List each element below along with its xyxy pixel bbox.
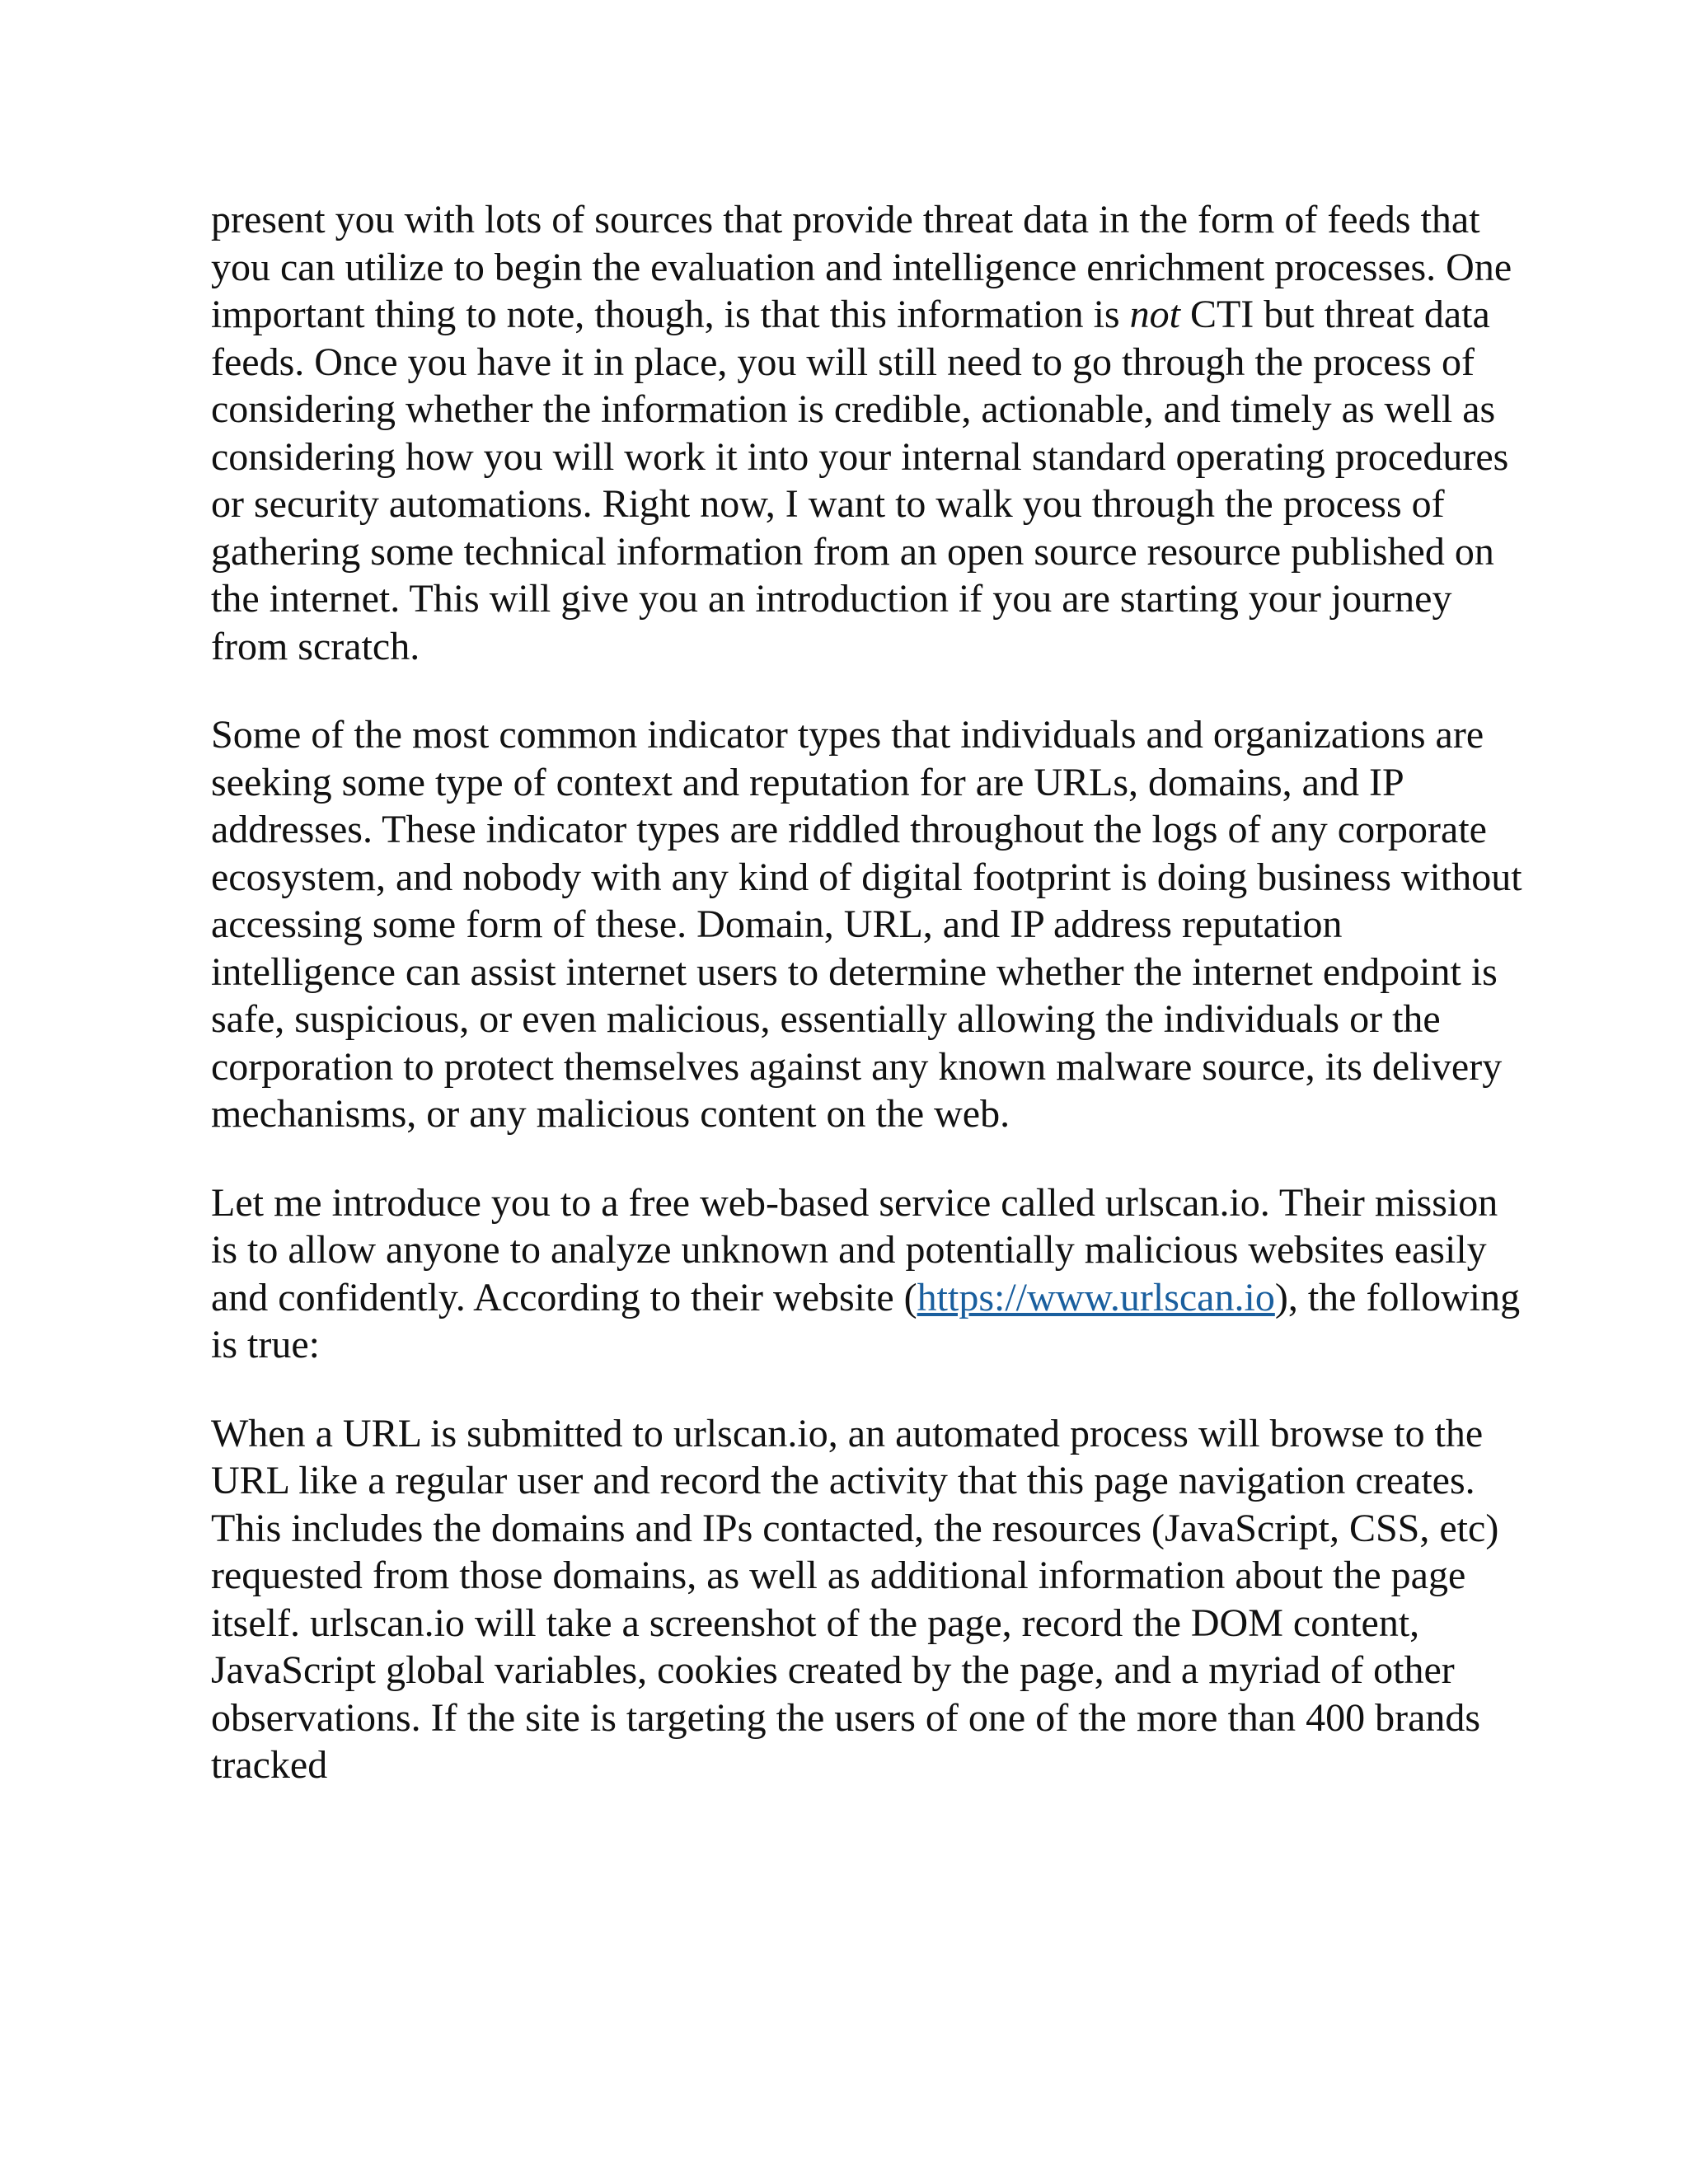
paragraph-urlscan-quote-text: When a URL is submitted to urlscan.io, an automated process will browse to the URL like a regular user and record the activity that this page navigation creates. This includes the domains and IPs contacted, the resources (JavaScript, CSS, etc) requested from those domains, as well as additional information about the page itself. urlscan.io will take a screenshot of the page, record the DOM content, JavaScript global variables, cookies created by the page, and a myriad of other observations. If the site is targeting the users of one of the more than 400 brands tracked	[211, 1411, 1499, 1787]
paragraph-urlscan-quote	[211, 1410, 1530, 1789]
paragraph-urlscan-intro-text-2: ), the following is true:	[211, 1275, 1521, 1366]
paragraph-indicator-types	[211, 711, 1530, 1138]
paragraph-indicator-types-text: Some of the most common indicator types that individuals and organizations are seeking some type of context and reputation for are URLs, domains, and IP addresses. These indicator types are riddled throughout the logs of any corporate ecosystem, and nobody with any kind of digital footprint is doing business without accessing some form of these. Domain, URL, and IP address reputation intelligence can assist internet users to determine whether the internet endpoint is safe, suspicious, or even malicious, essentially allowing the individuals or the corporation to protect themselves against any known malware source, its delivery mechanisms, or any malicious content on the web.	[211, 713, 1522, 1136]
document-page	[211, 196, 1530, 1830]
emphasis-not: not	[1129, 293, 1180, 336]
paragraph-urlscan-intro-text-1: Let me introduce you to a free web-based service called urlscan.io. Their mission is to allow anyone to analyze unknown and potentially malicious websites easily and confidently. According to their website (	[211, 1180, 1498, 1319]
paragraph-threat-feeds-text-1: present you with lots of sources that provide threat data in the form of feeds that you can utilize to begin the evaluation and intelligence enrichment processes. One important thing to note, though, is that this information is	[211, 198, 1512, 336]
urlscan-link[interactable]: https://www.urlscan.io	[917, 1275, 1275, 1319]
paragraph-urlscan-intro	[211, 1179, 1530, 1369]
paragraph-threat-feeds-text-2: CTI but threat data feeds. Once you have it in place, you will still need to go through the process of considering whether the information is credible, actionable, and timely as well as considering how you will work it into your internal standard operating procedures or security automations. Right now, I want to walk you through the process of gathering some technical information from an open source resource published on the internet. This will give you an introduction if you are starting your journey from scratch.	[211, 293, 1509, 668]
paragraph-threat-feeds	[211, 196, 1530, 670]
